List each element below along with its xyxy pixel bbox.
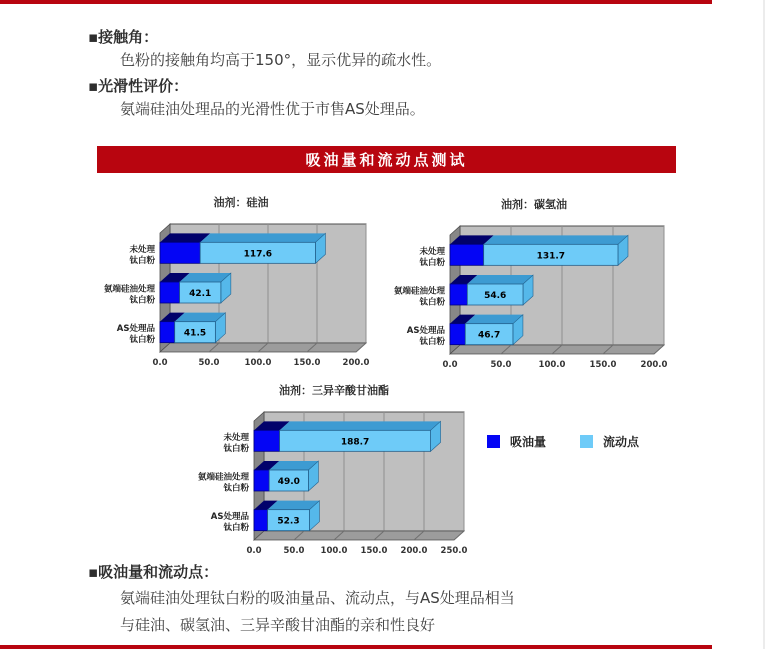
svg-text:100.0: 100.0 [244,358,272,368]
svg-text:0.0: 0.0 [442,360,458,370]
svg-text:52.3: 52.3 [277,516,300,527]
oil-absorption-line2: 与硅油、碳氢油、三异辛酸甘油酯的亲和性良好 [120,616,436,634]
svg-text:117.6: 117.6 [243,249,273,260]
svg-text:AS处理品: AS处理品 [116,324,155,335]
svg-text:钛白粉: 钛白粉 [223,483,249,494]
chart-legend [487,433,639,450]
svg-text:油剂：三异辛酸甘油酯: 油剂：三异辛酸甘油酯 [279,384,389,397]
svg-text:未处理: 未处理 [223,432,249,443]
svg-text:50.0: 50.0 [283,546,305,556]
section-banner [97,146,676,173]
svg-text:钛白粉: 钛白粉 [129,335,155,346]
legend-label-oil-absorption: 吸油量 [510,435,547,449]
svg-text:AS处理品: AS处理品 [406,326,445,337]
svg-text:100.0: 100.0 [320,546,348,556]
svg-text:41.5: 41.5 [183,328,207,339]
contact-angle-heading: ▪接触角： [88,28,159,46]
svg-text:131.7: 131.7 [536,251,566,262]
svg-text:150.0: 150.0 [589,360,617,370]
page-top-red-strip [0,0,712,4]
svg-text:钛白粉: 钛白粉 [129,255,155,266]
scrollbar-track-edge [763,0,765,649]
legend-swatch-oil-absorption [487,435,500,448]
chart-hydrocarbon-oil [390,194,678,378]
svg-text:钛白粉: 钛白粉 [419,257,445,268]
chart-triisooctanoate-glyceride [190,380,478,566]
svg-text:油剂：硅油: 油剂：硅油 [213,196,269,209]
svg-text:0.0: 0.0 [246,546,262,556]
svg-text:未处理: 未处理 [419,246,445,257]
contact-angle-body: 色粉的接触角均高于150°，显示优异的疏水性。 [120,51,442,69]
legend-label-flow-point: 流动点 [603,435,640,449]
svg-text:42.1: 42.1 [189,289,212,299]
svg-text:钛白粉: 钛白粉 [129,295,155,306]
svg-text:150.0: 150.0 [360,546,388,556]
svg-text:钛白粉: 钛白粉 [419,337,445,348]
svg-text:200.0: 200.0 [640,360,668,370]
svg-text:氨端硅油处理: 氨端硅油处理 [103,284,155,295]
svg-text:200.0: 200.0 [400,546,428,556]
svg-text:钛白粉: 钛白粉 [223,443,249,454]
svg-text:100.0: 100.0 [538,360,566,370]
svg-text:188.7: 188.7 [340,437,370,448]
smoothness-heading: ▪光滑性评价： [88,77,189,95]
svg-text:150.0: 150.0 [293,358,321,368]
chart-silicone-oil [100,192,382,376]
oil-absorption-heading: ▪吸油量和流动点： [88,563,219,581]
legend-swatch-flow-point [580,435,593,448]
svg-text:AS处理品: AS处理品 [210,512,249,523]
svg-text:50.0: 50.0 [198,358,220,368]
legend-item-oil-absorption [487,433,546,450]
svg-text:氨端硅油处理: 氨端硅油处理 [197,472,249,483]
smoothness-body: 氨端硅油处理品的光滑性优于市售AS处理品。 [120,100,425,118]
svg-text:250.0: 250.0 [440,546,468,556]
svg-text:0.0: 0.0 [152,358,168,368]
svg-text:钛白粉: 钛白粉 [419,297,445,308]
svg-text:钛白粉: 钛白粉 [223,523,249,534]
svg-text:49.0: 49.0 [277,477,300,487]
section-banner-title: 吸油量和流动点测试 [305,151,468,169]
svg-text:46.7: 46.7 [478,330,501,341]
svg-text:未处理: 未处理 [129,244,155,255]
svg-text:50.0: 50.0 [490,360,512,370]
svg-text:油剂：碳氢油: 油剂：碳氢油 [501,198,567,211]
legend-item-flow-point [580,433,639,450]
oil-absorption-line1: 氨端硅油处理钛白粉的吸油量品、流动点，与AS处理品相当 [120,589,515,607]
svg-text:氨端硅油处理: 氨端硅油处理 [393,286,445,297]
svg-text:54.6: 54.6 [484,291,507,301]
svg-text:200.0: 200.0 [342,358,370,368]
page-bottom-red-strip [0,645,712,649]
